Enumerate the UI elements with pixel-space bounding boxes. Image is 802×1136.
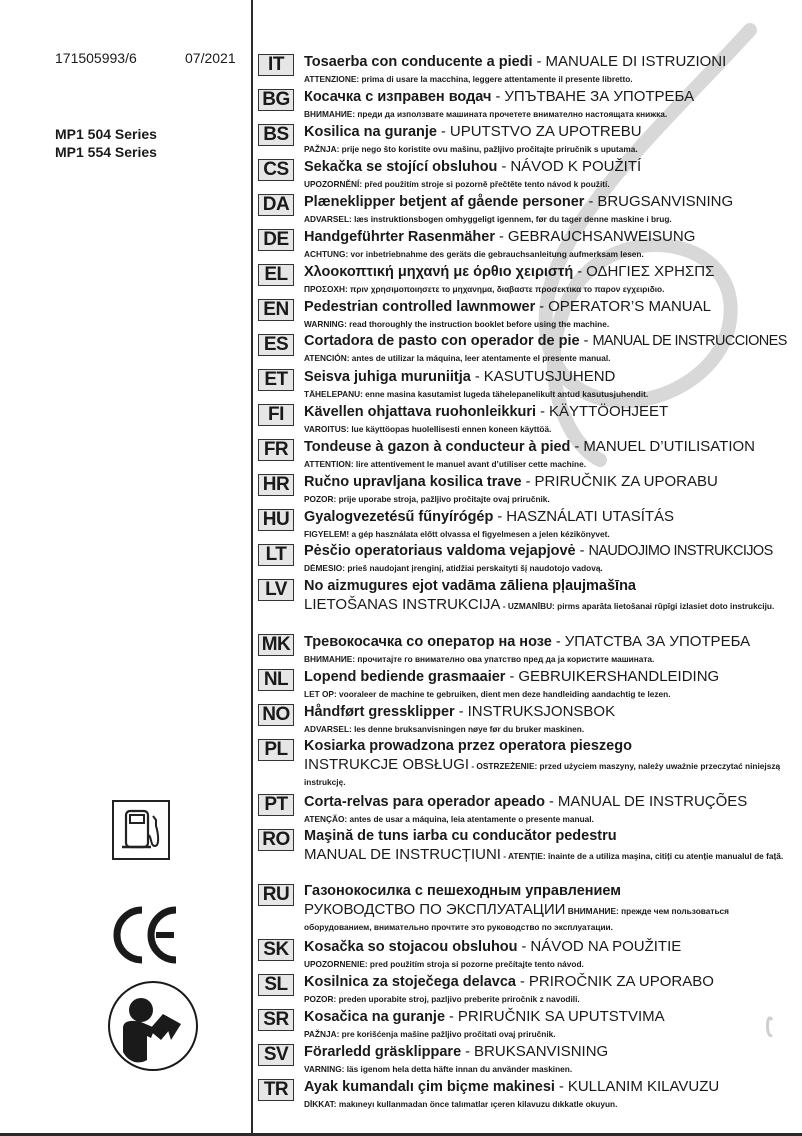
language-entry-hr: HR Ručno upravljana kosilica trave - PRIRUČNIK ZA UPORABU POZOR: prije uporabe stroja, pažljivo pročitajte ovaj priručnik.	[258, 472, 798, 507]
warning-text: VAROITUS: lue käyttöopas huolellisesti ennen koneen käyttöä.	[304, 424, 552, 434]
language-badge: SV	[258, 1044, 294, 1066]
product-name: Tondeuse à gazon à conducteur à pied	[304, 439, 571, 455]
product-name: Håndført gressklipper	[304, 704, 455, 720]
product-name: Lopend bediende grasmaaier	[304, 669, 506, 685]
language-entry-pt: PT Corta-relvas para operador apeado - MANUAL DE INSTRUÇÕES ATENÇÃO: antes de usar a máquina, leia atentamente o presente manual.	[258, 792, 798, 827]
warning-text: PAŽNJA: pre korišćenja mašine pažljivo pročitati ovaj priručnik.	[304, 1029, 556, 1039]
product-name: Kosačica na guranje	[304, 1009, 446, 1025]
manual-title: LIETOŠANAS INSTRUKCIJA	[304, 596, 501, 613]
manual-title: BRUKSANVISNING	[474, 1043, 609, 1060]
language-entry-sr: SR Kosačica na guranje - PRIRUČNIK SA UPUTSTVIMA PAŽNJA: pre korišćenja mašine pažljivo pročitati ovaj priručnik.	[258, 1007, 798, 1042]
product-name: Косачка с изправен водач	[304, 89, 492, 105]
manual-title: PRIROČNIK ZA UPORABO	[528, 973, 714, 990]
language-badge: NO	[258, 704, 294, 726]
language-badge: NL	[258, 669, 294, 691]
warning-text: TÄHELEPANU: enne masina kasutamist lugeda tähelepanelikult antud kasutusjuhendit.	[304, 389, 649, 399]
ce-mark-icon	[112, 905, 182, 965]
warning-text: ATTENTION: lire attentivement le manuel avant d’utiliser cette machine.	[304, 459, 587, 469]
language-list	[258, 52, 798, 1112]
fuel-pump-icon	[112, 800, 170, 860]
vertical-divider	[251, 0, 253, 1136]
manual-title: РУКОВОДСТВО ПО ЭКСПЛУАТАЦИИ	[304, 901, 566, 918]
warning-text: ATENȚIE: înainte de a utiliza maşina, citiți cu atenție manualul de față.	[508, 851, 784, 861]
language-entry-en: EN Pedestrian controlled lawnmower - OPERATOR’S MANUAL WARNING: read thoroughly the instruction booklet before using the machine.	[258, 297, 798, 332]
language-badge: FI	[258, 404, 294, 426]
language-entry-cs: CS Sekačka se stojící obsluhou - NÁVOD K POUŽITÍ UPOZORNĚNÍ: před použitím stroje si pozorně přečtěte tento návod k použití.	[258, 157, 798, 192]
product-name: Газонокосилка с пешеходным управлением	[304, 883, 622, 899]
warning-text: UPOZORNENIE: pred použitím stroja si pozorne prečítajte tento návod.	[304, 959, 584, 969]
product-name: Plæneklipper betjent af gående personer	[304, 194, 585, 210]
warning-text: WARNING: read thoroughly the instruction booklet before using the machine.	[304, 319, 610, 329]
product-name: Förarledd gräsklippare	[304, 1044, 462, 1060]
product-name: Corta-relvas para operador apeado	[304, 794, 545, 810]
model-name: MP1 554 Series	[55, 144, 157, 160]
language-badge: EN	[258, 299, 294, 321]
language-entry-sl: SL Kosilnica za stoječega delavca - PRIROČNIK ZA UPORABO POZOR: preden uporabite stroj, pazljivo preberite priročnik z navodili.	[258, 972, 798, 1007]
language-badge: ES	[258, 334, 294, 356]
language-entry-bs: BS Kosilica na guranje - UPUTSTVO ZA UPOTREBU PAŽNJA: prije nego što koristite ovu mašinu, pažljivo pročitajte priručnik s uputama.	[258, 122, 798, 157]
product-name: Seisva juhiga muruniitja	[304, 369, 471, 385]
language-badge: DA	[258, 194, 294, 216]
warning-text: POZOR: prije uporabe stroja, pažljivo pročitajte ovaj priručnik.	[304, 494, 550, 504]
warning-text: LET OP: vooraleer de machine te gebruiken, dient men deze handleiding aandachtig te lezen.	[304, 689, 671, 699]
warning-text: PAŽNJA: prije nego što koristite ovu mašinu, pažljivo pročitajte priručnik s uputama.	[304, 144, 638, 154]
product-name: Kävellen ohjattava ruohonleikkuri	[304, 404, 537, 420]
language-badge: BS	[258, 124, 294, 146]
product-name: Kosilnica za stoječega delavca	[304, 974, 516, 990]
language-entry-bg: BG Косачка с изправен водач - УПЪТВАНЕ ЗА УПОТРЕБА ВНИМАНИЕ: преди да използвате машината прочетете внимателно настоящата книжка.	[258, 87, 798, 122]
product-name: Handgeführter Rasenmäher	[304, 229, 495, 245]
product-name: Sekačka se stojící obsluhou	[304, 159, 498, 175]
language-entry-sk: SK Kosačka so stojacou obsluhou - NÁVOD NA POUŽITIE UPOZORNENIE: pred použitím stroja si pozorne prečítajte tento návod.	[258, 937, 798, 972]
language-badge: EL	[258, 264, 294, 286]
product-name: Gyalogvezetésű fűnyírógép	[304, 509, 494, 525]
manual-title: MANUAL DE INSTRUCCIONES	[592, 333, 787, 349]
manual-title: KÄYTTÖOHJEET	[548, 403, 669, 420]
manual-title: ΟΔΗΓΙΕΣ ΧΡΗΣΠΣ	[586, 263, 715, 280]
manual-title: OPERATOR’S MANUAL	[548, 298, 711, 315]
warning-text: FIGYELEM! a gép használata előtt olvassa el figyelmesen a jelen kézikönyvet.	[304, 529, 610, 539]
language-badge: IT	[258, 54, 294, 76]
language-badge: MK	[258, 634, 294, 656]
warning-text: ATENÇÃO: antes de usar a máquina, leia atentamente o presente manual.	[304, 814, 594, 824]
manual-title: KASUTUSJUHEND	[483, 368, 616, 385]
product-name: Χλοοκοπτική μηχανή με όρθιο χειριστή	[304, 264, 574, 280]
model-list	[55, 125, 157, 161]
language-badge: PT	[258, 794, 294, 816]
language-badge: SK	[258, 939, 294, 961]
language-badge: BG	[258, 89, 294, 111]
manual-title: PRIRUČNIK ZA UPORABU	[534, 473, 718, 490]
language-entry-fr: FR Tondeuse à gazon à conducteur à pied - MANUEL D’UTILISATION ATTENTION: lire attentivement le manuel avant d’utiliser cette machine.	[258, 437, 798, 472]
language-entry-it: IT Tosaerba con conducente a piedi - MANUALE DI ISTRUZIONI ATTENZIONE: prima di usare la macchina, leggere attentamente il presente libretto.	[258, 52, 798, 87]
warning-text: OSTRZEŻENIE: przed użyciem maszyny, należy uważnie przeczytać niniejszą instrukcję.	[304, 761, 781, 787]
manual-title: INSTRUKSJONSBOK	[467, 703, 616, 720]
warning-text: ACHTUNG: vor inbetriebnahme des geräts die gebrauchsanleitung aufmerksam lesen.	[304, 249, 644, 259]
language-entry-de: DE Handgeführter Rasenmäher - GEBRAUCHSANWEISUNG ACHTUNG: vor inbetriebnahme des geräts die gebrauchsanleitung aufmerksam lesen.	[258, 227, 798, 262]
warning-text: ВНИМАНИЕ: прочитајте го внимателно ова упатство пред да ја користите машината.	[304, 654, 655, 664]
language-badge: HR	[258, 474, 294, 496]
manual-title: PRIRUČNIK SA UPUTSTVIMA	[457, 1008, 665, 1025]
language-entry-hu: HU Gyalogvezetésű fűnyírógép - HASZNÁLATI UTASÍTÁS FIGYELEM! a gép használata előtt olvassa el figyelmesen a jelen kézikönyvet.	[258, 507, 798, 542]
warning-text: ADVARSEL: læs instruktionsbogen omhyggeligt igennem, før du tager denne maskine i brug.	[304, 214, 672, 224]
language-badge: PL	[258, 739, 294, 761]
product-name: Pedestrian controlled lawnmower	[304, 299, 536, 315]
warning-text: ВНИМАНИЕ: преди да използвате машината прочетете внимателно настоящата книжка.	[304, 109, 668, 119]
language-entry-da: DA Plæneklipper betjent af gående personer - BRUGSANVISNING ADVARSEL: læs instruktionsbogen omhyggeligt igennem, før du tager denne maskine i brug.	[258, 192, 798, 227]
product-name: Pėsčio operatoriaus valdoma vejapjovė	[304, 543, 576, 559]
language-entry-ru	[258, 882, 798, 937]
language-badge: RU	[258, 884, 294, 906]
product-name: Kosiarka prowadzona przez operatora pieszego	[304, 738, 632, 754]
product-name: Kosačka so stojacou obsluhou	[304, 939, 518, 955]
language-badge: DE	[258, 229, 294, 251]
product-name: Ayak kumandalı çim biçme makinesi	[304, 1079, 555, 1095]
warning-text: VARNING: läs igenom hela detta häfte innan du använder maskinen.	[304, 1064, 573, 1074]
document-code: 171505993/6	[55, 50, 137, 66]
manual-title: УПЪТВАНЕ ЗА УПОТРЕБА	[504, 88, 695, 105]
language-badge: HU	[258, 509, 294, 531]
manual-title: BRUGSANVISNING	[597, 193, 734, 210]
product-name: Тревокосачка со оператор на нозе	[304, 634, 552, 650]
product-name: No aizmugures ejot vadāma zāliena pļaujmašīna	[304, 578, 636, 594]
product-name: Kosilica na guranje	[304, 124, 437, 140]
language-entry-mk: MK Тревокосачка со оператор на нозе - УПАТСТВА ЗА УПОТРЕБА ВНИМАНИЕ: прочитајте го внимателно ова упатство пред да ја користите машината.	[258, 632, 798, 667]
warning-text: ATENCIÓN: antes de utilizar la máquina, leer atentamente el presente manual.	[304, 353, 611, 363]
warning-text: DİKKAT: makıneyı kullanmadan önce talımatlar ıçeren kilavuzu dıkkatle okuyun.	[304, 1099, 618, 1109]
warning-text: ΠΡΟΣΟΧΗ: πριν χρησιμοποιησετε το μηχανημα, διαβαστε προσεκτικα το παρον εγχειριδιο.	[304, 284, 665, 294]
manual-title: KULLANIM KILAVUZU	[567, 1078, 720, 1095]
warning-text: ADVARSEL: les denne bruksanvisningen nøye før du bruker maskinen.	[304, 724, 585, 734]
language-badge: CS	[258, 159, 294, 181]
product-name: Ručno upravljana kosilica trave	[304, 474, 522, 490]
language-badge: TR	[258, 1079, 294, 1101]
warning-text: ВНИМАНИЕ: прежде чем пользоваться оборудованием, внимательно прочтите это руководство по эксплуатации.	[304, 906, 729, 932]
warning-text: UZMANĪBU: pirms aparāta lietošanai rūpīgi izlasiet doto instrukciju.	[507, 601, 775, 611]
warning-text: POZOR: preden uporabite stroj, pazljivo preberite priročnik z navodili.	[304, 994, 580, 1004]
language-entry-lt: LT Pėsčio operatoriaus valdoma vejapjovė - NAUDOJIMO INSTRUKCIJOS DĖMESIO: prieš naudojant įrenginį, atidžiai perskaityti šį naudotojo vadovą.	[258, 542, 798, 577]
language-badge: RO	[258, 829, 294, 851]
language-badge: SL	[258, 974, 294, 996]
language-badge: SR	[258, 1009, 294, 1031]
model-name: MP1 504 Series	[55, 126, 157, 142]
document-date: 07/2021	[185, 50, 236, 66]
product-name: Tosaerba con conducente a piedi	[304, 54, 533, 70]
language-entry-el: EL Χλοοκοπτική μηχανή με όρθιο χειριστή - ΟΔΗΓΙΕΣ ΧΡΗΣΠΣ ΠΡΟΣΟΧΗ: πριν χρησιμοποιησετε το μηχανημα, διαβαστε προσεκτικα το παρον εγχειριδιο.	[258, 262, 798, 297]
language-badge: ET	[258, 369, 294, 391]
manual-title: UPUTSTVO ZA UPOTREBU	[449, 123, 642, 140]
manual-title: MANUAL DE INSTRUCȚIUNI	[304, 846, 501, 863]
manual-title: NAUDOJIMO INSTRUKCIJOS	[588, 543, 773, 559]
product-name: Maşină de tuns iarba cu conducător pedestru	[304, 828, 617, 844]
language-entry-no: NO Håndført gressklipper - INSTRUKSJONSBOK ADVARSEL: les denne bruksanvisningen nøye før du bruker maskinen.	[258, 702, 798, 737]
language-entry-nl: NL Lopend bediende grasmaaier - GEBRUIKERSHANDLEIDING LET OP: vooraleer de machine te gebruiken, dient men deze handleiding aandachtig te lezen.	[258, 667, 798, 702]
manual-title: GEBRUIKERSHANDLEIDING	[518, 668, 720, 685]
manual-title: NÁVOD K POUŽITÍ	[510, 158, 642, 175]
product-name: Cortadora de pasto con operador de pie	[304, 333, 580, 349]
manual-title: HASZNÁLATI UTASÍTÁS	[506, 508, 675, 525]
language-entry-lv: LV No aizmugures ejot vadāma zāliena pļaujmašīna LIETOŠANAS INSTRUKCIJA - UZMANĪBU: pirms aparāta lietošanai rūpīgi izlasiet doto instrukciju.	[258, 577, 798, 632]
language-entry-ro: RO Maşină de tuns iarba cu conducător pedestru MANUAL DE INSTRUCȚIUNI - ATENȚIE: înainte de a utiliza maşina, citiți cu atenție manualul de față.	[258, 827, 798, 882]
manual-title: INSTRUKCJE OBSŁUGI	[304, 756, 470, 773]
language-entry-et: ET Seisva juhiga muruniitja - KASUTUSJUHEND TÄHELEPANU: enne masina kasutamist lugeda tähelepanelikult antud kasutusjuhendit.	[258, 367, 798, 402]
read-manual-icon	[107, 980, 199, 1072]
manual-title: MANUEL D’UTILISATION	[583, 438, 755, 455]
manual-title: MANUAL DE INSTRUÇÕES	[557, 793, 748, 810]
language-badge: FR	[258, 439, 294, 461]
manual-title: GEBRAUCHSANWEISUNG	[507, 228, 696, 245]
language-entry-sv: SV Förarledd gräsklippare - BRUKSANVISNING VARNING: läs igenom hela detta häfte innan du använder maskinen.	[258, 1042, 798, 1077]
warning-text: DĖMESIO: prieš naudojant įrenginį, atidžiai perskaityti šį naudotojo vadovą.	[304, 563, 603, 573]
warning-text: UPOZORNĚNÍ: před použitím stroje si pozorně přečtěte tento návod k použití.	[304, 179, 610, 189]
manual-title: УПАТСТВА ЗА УПОТРЕБА	[564, 633, 751, 650]
language-badge: LV	[258, 579, 294, 601]
language-entry-pl: PL Kosiarka prowadzona przez operatora pieszego INSTRUKCJE OBSŁUGI - OSTRZEŻENIE: przed użyciem maszyny, należy uważnie przeczytać niniejszą instrukcję.	[258, 737, 798, 792]
language-entry-tr: TR Ayak kumandalı çim biçme makinesi - KULLANIM KILAVUZU DİKKAT: makıneyı kullanmadan önce talımatlar ıçeren kilavuzu dıkkatle okuyun.	[258, 1077, 798, 1112]
language-entry-es: ES Cortadora de pasto con operador de pie - MANUAL DE INSTRUCCIONES ATENCIÓN: antes de utilizar la máquina, leer atentamente el presente manual.	[258, 332, 798, 367]
manual-title: NÁVOD NA POUŽITIE	[530, 938, 682, 955]
warning-text: ATTENZIONE: prima di usare la macchina, leggere attentamente il presente libretto.	[304, 74, 633, 84]
manual-title: MANUALE DI ISTRUZIONI	[545, 53, 727, 70]
language-entry-fi: FI Kävellen ohjattava ruohonleikkuri - KÄYTTÖOHJEET VAROITUS: lue käyttöopas huolellisesti ennen koneen käyttöä.	[258, 402, 798, 437]
language-badge: LT	[258, 544, 294, 566]
